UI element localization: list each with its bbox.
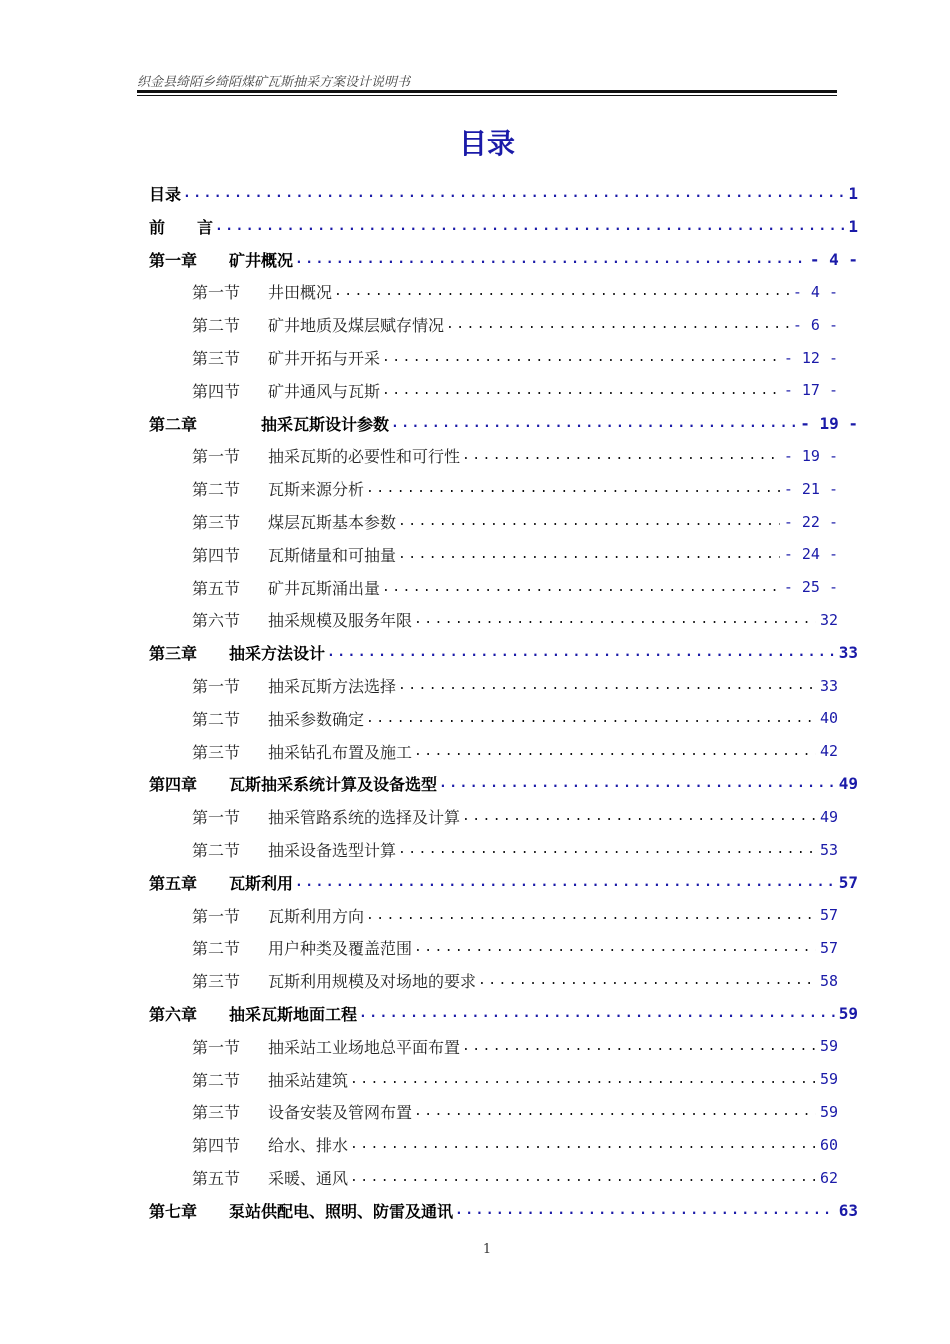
toc-entry-page: 1 — [848, 184, 858, 203]
toc-section-entry[interactable] — [192, 931, 838, 964]
toc-entry-number: 第五节 — [192, 1169, 241, 1188]
toc-section-entry[interactable] — [192, 505, 838, 538]
toc-dot-leader — [414, 744, 816, 759]
toc-entry-number: 第一节 — [192, 808, 241, 828]
toc-entry-title: 矿井地质及煤层赋存情况 — [268, 316, 445, 336]
toc-section-entry[interactable] — [192, 308, 838, 341]
toc-entry-title: 抽采参数确定 — [268, 709, 365, 729]
toc-entry-page: 58 — [819, 971, 838, 990]
toc-entry-page: - 12 - — [783, 348, 838, 367]
toc-dot-leader — [414, 612, 816, 627]
toc-entry-title: 抽采瓦斯方法选择 — [268, 677, 397, 696]
toc-entry-page: 57 — [838, 872, 858, 892]
toc-chapter-entry[interactable] — [149, 767, 858, 800]
toc-dot-leader — [183, 186, 844, 201]
toc-entry-title: 井田概况 — [268, 283, 333, 303]
toc-dot-leader — [439, 776, 835, 791]
toc-chapter-entry[interactable] — [149, 1194, 858, 1227]
toc-entry-number: 第一节 — [192, 677, 241, 696]
toc-entry-title: 抽采站工业场地总平面布置 — [268, 1037, 461, 1057]
toc-entry-page: - 19 - — [783, 446, 838, 465]
toc-entry-title: 瓦斯来源分析 — [268, 480, 365, 500]
toc-dot-leader — [462, 809, 816, 824]
toc-entry-number: 第一节 — [192, 1037, 241, 1057]
toc-entry-number: 第二节 — [192, 709, 241, 729]
toc-entry-page: 59 — [819, 1070, 838, 1089]
toc-entry-title: 采暖、通风 — [268, 1169, 349, 1188]
toc-entry-page: 60 — [819, 1135, 838, 1154]
toc-entry-page: 59 — [838, 1004, 858, 1023]
toc-section-entry[interactable] — [192, 374, 838, 407]
toc-entry-number: 第二章 — [149, 414, 198, 434]
toc-entry-number: 前 言 — [149, 217, 214, 237]
toc-entry-page: - 4 - — [809, 249, 858, 269]
toc-entry-page: 49 — [819, 807, 838, 826]
toc-entry-title: 抽采钻孔布置及施工 — [268, 742, 413, 762]
toc-entry-number: 第六节 — [192, 611, 241, 631]
toc-chapter-entry[interactable] — [149, 243, 858, 276]
toc-section-entry[interactable] — [192, 735, 838, 768]
toc-entry-title: 抽采管路系统的选择及计算 — [268, 808, 461, 828]
toc-entry-page: - 22 - — [783, 512, 838, 531]
header-rule-thin — [137, 95, 837, 96]
toc-section-entry[interactable] — [192, 1030, 838, 1063]
header-rule-thick — [137, 90, 837, 93]
toc-entry-page: 32 — [819, 610, 838, 629]
toc-entry-title: 矿井开拓与开采 — [268, 349, 381, 368]
toc-entry-title: 瓦斯利用方向 — [268, 906, 365, 926]
toc-entry-number: 第二节 — [192, 316, 241, 336]
toc-entry-number: 第一章 — [149, 250, 198, 270]
toc-entry-title: 瓦斯利用 — [229, 873, 294, 893]
toc-dot-leader — [350, 1137, 816, 1152]
toc-entry-number: 第二节 — [192, 480, 241, 500]
toc-section-entry[interactable] — [192, 1161, 838, 1194]
toc-dot-leader — [295, 875, 835, 890]
toc-dot-leader — [350, 1072, 816, 1087]
toc-entry-number: 第四节 — [192, 1136, 241, 1156]
toc-entry-page: 57 — [819, 906, 838, 925]
toc-entry-title: 抽采瓦斯地面工程 — [229, 1005, 358, 1024]
toc-entry-page: - 21 - — [783, 479, 838, 498]
toc-entry-number: 第五节 — [192, 578, 241, 598]
toc-dot-leader — [398, 547, 780, 562]
toc-section-entry[interactable] — [192, 341, 838, 374]
toc-dot-leader — [446, 317, 789, 332]
toc-entry-number: 第二节 — [192, 841, 241, 860]
toc-chapter-entry[interactable] — [149, 210, 858, 243]
toc-dot-leader — [366, 908, 816, 923]
toc-entry-title: 矿井概况 — [229, 250, 294, 270]
toc-dot-leader — [462, 448, 780, 463]
toc-dot-leader — [398, 514, 780, 529]
toc-dot-leader — [366, 711, 816, 726]
toc-entry-page: 33 — [838, 643, 858, 663]
toc-entry-title: 泵站供配电、照明、防雷及通讯 — [229, 1201, 454, 1221]
toc-section-entry[interactable] — [192, 603, 838, 636]
toc-chapter-entry[interactable] — [149, 636, 858, 669]
toc-entry-page: - 17 - — [783, 381, 838, 400]
toc-section-entry[interactable] — [192, 702, 838, 735]
toc-entry-title: 用户种类及覆盖范围 — [268, 939, 413, 959]
toc-dot-leader — [359, 1006, 835, 1021]
toc-section-entry[interactable] — [192, 439, 838, 472]
toc-entry-number: 第四节 — [192, 381, 241, 401]
toc-entry-title: 抽采站建筑 — [268, 1070, 349, 1090]
toc-section-entry[interactable] — [192, 669, 838, 702]
toc-entry-page: 40 — [819, 709, 838, 728]
toc-entry-number: 目录 — [149, 185, 182, 204]
toc-entry-page: - 19 - — [800, 413, 858, 433]
toc-entry-title: 瓦斯利用规模及对场地的要求 — [268, 972, 477, 992]
toc-entry-title: 抽采方法设计 — [229, 644, 326, 664]
toc-entry-page: - 4 - — [792, 282, 838, 301]
toc-dot-leader — [455, 1203, 835, 1218]
toc-entry-page: - 25 - — [783, 578, 838, 597]
toc-dot-leader — [366, 481, 780, 496]
toc-section-entry[interactable] — [192, 833, 838, 866]
toc-dot-leader — [462, 1039, 816, 1054]
toc-entry-number: 第三节 — [192, 742, 241, 762]
toc-entry-number: 第四章 — [149, 775, 198, 795]
toc-dot-leader — [382, 383, 780, 398]
toc-entry-number: 第一节 — [192, 447, 241, 467]
toc-entry-page: - 6 - — [792, 315, 838, 334]
toc-entry-title: 瓦斯抽采系统计算及设备选型 — [229, 775, 438, 795]
toc-entry-number: 第二节 — [192, 1070, 241, 1090]
toc-entry-page: 57 — [819, 938, 838, 957]
toc-dot-leader — [414, 940, 816, 955]
page-number: 1 — [482, 1242, 492, 1257]
toc-dot-leader — [382, 580, 780, 595]
toc-entry-number: 第三章 — [149, 644, 198, 664]
toc-chapter-entry[interactable] — [149, 997, 858, 1030]
toc-section-entry[interactable] — [192, 800, 838, 833]
toc-entry-title: 瓦斯储量和可抽量 — [268, 545, 397, 565]
toc-entry-number: 第三节 — [192, 972, 241, 992]
toc-entry-title: 煤层瓦斯基本参数 — [268, 513, 397, 532]
toc-entry-number: 第三节 — [192, 1103, 241, 1123]
toc-chapter-entry[interactable] — [149, 866, 858, 899]
toc-section-entry[interactable] — [192, 538, 838, 571]
toc-entry-number: 第二节 — [192, 939, 241, 959]
toc-entry-number: 第三节 — [192, 349, 241, 368]
toc-dot-leader — [398, 678, 816, 693]
toc-section-entry[interactable] — [192, 571, 838, 604]
toc-entry-number: 第三节 — [192, 513, 241, 532]
toc-entry-number: 第六章 — [149, 1005, 198, 1024]
toc-chapter-entry[interactable] — [149, 407, 858, 440]
toc-dot-leader — [398, 842, 816, 857]
toc-dot-leader — [334, 284, 789, 299]
toc-entry-number: 第一节 — [192, 283, 241, 303]
toc-section-entry[interactable] — [192, 1128, 838, 1161]
toc-dot-leader — [382, 350, 780, 365]
toc-section-entry[interactable] — [192, 472, 838, 505]
toc-dot-leader — [414, 1104, 816, 1119]
toc-entry-page: 49 — [838, 774, 858, 794]
toc-dot-leader — [478, 973, 816, 988]
toc-section-entry[interactable] — [192, 899, 838, 932]
toc-dot-leader — [350, 1170, 816, 1185]
toc-entry-number: 第七章 — [149, 1201, 198, 1221]
running-header: 织金县绮陌乡绮陌煤矿瓦斯抽采方案设计说明书 — [137, 75, 411, 90]
toc-entry-title: 抽采规模及服务年限 — [268, 611, 413, 631]
toc-entry-page: 63 — [838, 1200, 858, 1220]
toc-entry-page: 33 — [819, 676, 838, 695]
toc-entry-title: 矿井瓦斯涌出量 — [268, 578, 381, 598]
toc-section-entry[interactable] — [192, 275, 838, 308]
toc-entry-page: - 24 - — [783, 545, 838, 564]
toc-dot-leader — [391, 416, 796, 431]
toc-entry-title: 设备安装及管网布置 — [268, 1103, 413, 1123]
toc-title: 目录 — [458, 127, 515, 160]
toc-entry-title: 矿井通风与瓦斯 — [268, 381, 381, 401]
toc-dot-leader — [295, 252, 806, 267]
toc-chapter-entry[interactable] — [149, 177, 858, 210]
toc-entry-number: 第一节 — [192, 906, 241, 926]
toc-section-entry[interactable] — [192, 1095, 838, 1128]
toc-section-entry[interactable] — [192, 1063, 838, 1096]
toc-entry-page: 62 — [819, 1168, 838, 1187]
toc-entry-title: 抽采瓦斯设计参数 — [229, 414, 390, 434]
toc-entry-number: 第五章 — [149, 873, 198, 893]
toc-dot-leader — [215, 219, 844, 234]
toc-dot-leader — [327, 645, 835, 660]
toc-entry-page: 53 — [819, 840, 838, 859]
toc-entry-page: 42 — [819, 742, 838, 761]
toc-entry-page: 1 — [848, 216, 858, 236]
toc-entry-title: 抽采设备选型计算 — [268, 841, 397, 860]
toc-entry-number: 第四节 — [192, 545, 241, 565]
toc-entry-page: 59 — [819, 1102, 838, 1121]
toc-section-entry[interactable] — [192, 964, 838, 997]
toc-entry-title: 抽采瓦斯的必要性和可行性 — [268, 447, 461, 467]
toc-entry-page: 59 — [819, 1037, 838, 1056]
toc-entry-title: 给水、排水 — [268, 1136, 349, 1156]
